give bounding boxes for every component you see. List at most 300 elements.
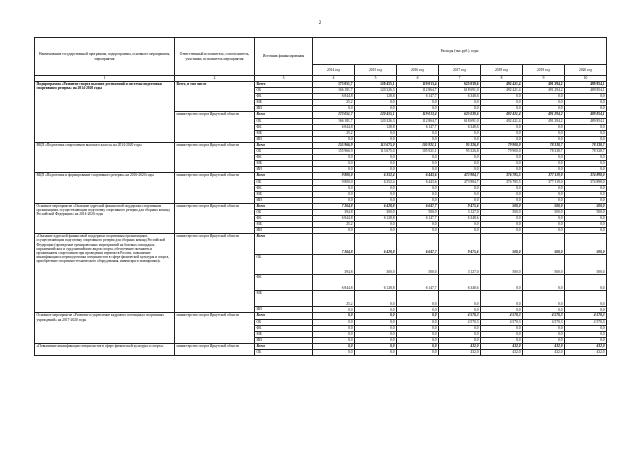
value-cell: 500,0 — [565, 234, 607, 255]
value-cell: 0,0 — [523, 185, 565, 191]
value-cell: 374 898,0 — [565, 173, 607, 179]
value-cell: 9 800,0 — [313, 173, 355, 179]
value-cell: 78 338,7 — [565, 149, 607, 155]
value-cell: 500,0 — [565, 209, 607, 215]
value-cell: 0,0 — [355, 350, 397, 356]
value-cell: 618 691,0 — [439, 118, 481, 124]
value-cell: 120 326,3 — [355, 118, 397, 124]
value-cell: 300,0 — [355, 209, 397, 215]
value-cell: 492 421,4 — [481, 118, 523, 124]
value-cell: 0,0 — [313, 350, 355, 356]
value-cell: 0,0 — [565, 124, 607, 130]
value-cell: 105 921,1 — [397, 142, 439, 148]
value-cell: 491 294,2 — [523, 88, 565, 94]
value-cell: 6 844,8 — [313, 216, 355, 222]
value-cell: 376 785,5 — [481, 173, 523, 179]
value-cell: 0,0 — [313, 228, 355, 234]
source-cell: ФБ — [255, 325, 313, 331]
executor-cell: министерство спорта Иркутской области — [175, 142, 255, 172]
value-cell: 6 147,7 — [397, 94, 439, 100]
value-cell: 0,0 — [481, 155, 523, 161]
value-cell: 0,0 — [565, 307, 607, 313]
value-cell: 500,0 — [481, 255, 523, 275]
value-cell: 377 119,0 — [523, 179, 565, 185]
value-cell: 25,2 — [313, 130, 355, 136]
value-cell: 0,0 — [355, 331, 397, 337]
value-cell: 25,2 — [313, 291, 355, 307]
source-cell: ОБ — [255, 209, 313, 215]
source-cell: ОБ — [255, 319, 313, 325]
value-cell: 4 570,3 — [523, 319, 565, 325]
value-cell: 0,0 — [439, 291, 481, 307]
value-cell: 0,0 — [565, 275, 607, 291]
value-cell: 120 455,1 — [355, 82, 397, 88]
value-cell: 173 051,7 — [313, 82, 355, 88]
header-year: 2019 год — [523, 65, 565, 76]
source-cell: ФБ — [255, 216, 313, 222]
value-cell: 4 570,3 — [439, 319, 481, 325]
value-cell: 0,0 — [355, 136, 397, 142]
value-cell: 0,0 — [313, 185, 355, 191]
value-cell: 0,0 — [481, 124, 523, 130]
source-cell: Всего — [255, 313, 313, 319]
value-cell: 0,0 — [439, 100, 481, 106]
header-year: 2015 год — [355, 65, 397, 76]
value-cell: 6 147,7 — [397, 124, 439, 130]
value-cell: 0,0 — [481, 331, 523, 337]
value-cell: 0,0 — [523, 136, 565, 142]
source-cell: Всего — [255, 203, 313, 209]
value-cell: 489 854,1 — [565, 118, 607, 124]
header-year: 2014 год — [313, 65, 355, 76]
budget-table-body — [35, 82, 607, 356]
value-cell: 9 475,6 — [439, 203, 481, 209]
value-cell: 4 570,3 — [481, 319, 523, 325]
value-cell: 0,0 — [313, 331, 355, 337]
value-cell: 0,0 — [397, 155, 439, 161]
value-cell: 0,0 — [355, 197, 397, 203]
value-cell: 500,0 — [565, 255, 607, 275]
value-cell: 0,0 — [565, 167, 607, 173]
value-cell: 0,0 — [397, 313, 439, 319]
value-cell: 78 338,7 — [523, 149, 565, 155]
value-cell: 0,0 — [481, 106, 523, 112]
value-cell: 0,0 — [313, 319, 355, 325]
value-cell: 120 455,1 — [355, 112, 397, 118]
value-cell: 0,0 — [481, 222, 523, 228]
value-cell: 0,0 — [355, 191, 397, 197]
source-cell: МБ — [255, 100, 313, 106]
value-cell: 0,0 — [439, 155, 481, 161]
value-cell: 9 800,0 — [313, 179, 355, 185]
value-cell: 500,0 — [565, 203, 607, 209]
value-cell: 0,0 — [439, 228, 481, 234]
value-cell: 0,0 — [313, 343, 355, 349]
value-cell: 432,0 — [565, 343, 607, 349]
value-cell: 0,0 — [397, 222, 439, 228]
value-cell: 0,0 — [397, 228, 439, 234]
source-cell: ФБ — [255, 275, 313, 291]
value-cell: 0,0 — [481, 167, 523, 173]
value-cell: 0,0 — [355, 100, 397, 106]
value-cell: 0,0 — [397, 197, 439, 203]
value-cell: 492 421,4 — [481, 112, 523, 118]
value-cell: 6 348,6 — [439, 275, 481, 291]
value-cell: 0,0 — [439, 130, 481, 136]
value-cell: 0,0 — [397, 130, 439, 136]
value-cell: 173 051,7 — [313, 112, 355, 118]
value-cell: 0,0 — [481, 325, 523, 331]
source-cell: Всего — [255, 82, 313, 88]
value-cell: 0,0 — [397, 100, 439, 106]
value-cell: 0,0 — [313, 307, 355, 313]
value-cell: 0,0 — [397, 291, 439, 307]
value-cell: 4 570,3 — [565, 319, 607, 325]
value-cell: 0,0 — [523, 130, 565, 136]
table-row — [35, 234, 607, 255]
value-cell: 0,0 — [523, 100, 565, 106]
value-cell: 0,0 — [481, 275, 523, 291]
value-cell: 0,0 — [565, 325, 607, 331]
executor-cell: министерство спорта Иркутской области — [175, 173, 255, 203]
value-cell: 0,0 — [565, 197, 607, 203]
value-cell: 0,0 — [439, 197, 481, 203]
value-cell: 432,0 — [565, 350, 607, 356]
value-cell: 0,0 — [481, 197, 523, 203]
value-cell: 0,0 — [313, 155, 355, 161]
executor-cell: министерство спорта Иркутской области — [175, 203, 255, 233]
source-cell: ФБ — [255, 155, 313, 161]
value-cell: 492 421,4 — [481, 88, 523, 94]
value-cell: 6 352,4 — [355, 173, 397, 179]
value-cell: 128,8 — [355, 124, 397, 130]
value-cell: 0,0 — [439, 136, 481, 142]
value-cell: 500,0 — [481, 209, 523, 215]
source-cell: Всего — [255, 142, 313, 148]
source-cell: ИИ — [255, 197, 313, 203]
value-cell: 0,0 — [481, 291, 523, 307]
value-cell: 0,0 — [523, 94, 565, 100]
value-cell: 0,0 — [565, 191, 607, 197]
source-cell: ИИ — [255, 228, 313, 234]
value-cell: 0,0 — [397, 337, 439, 343]
value-cell: 6 844,8 — [313, 275, 355, 291]
value-cell: 6 844,8 — [313, 124, 355, 130]
budget-table — [34, 37, 607, 356]
value-cell: 432,0 — [523, 343, 565, 349]
value-cell: 0,0 — [313, 106, 355, 112]
column-index: 3 — [255, 76, 313, 82]
value-cell: 79 900,0 — [481, 142, 523, 148]
source-cell: ИИ — [255, 307, 313, 313]
value-cell: 0,0 — [481, 136, 523, 142]
value-cell: 0,0 — [439, 191, 481, 197]
value-cell: 0,0 — [355, 228, 397, 234]
value-cell: 0,0 — [355, 155, 397, 161]
value-cell: 432,0 — [439, 343, 481, 349]
source-cell: Всего — [255, 343, 313, 349]
value-cell: 113 675,0 — [355, 142, 397, 148]
value-cell: 0,0 — [523, 222, 565, 228]
value-cell: 0,0 — [313, 337, 355, 343]
value-cell: 0,0 — [313, 161, 355, 167]
value-cell: 0,0 — [355, 185, 397, 191]
value-cell: 6 647,7 — [397, 234, 439, 255]
value-cell: 0,0 — [397, 136, 439, 142]
value-cell: 113 675,0 — [355, 149, 397, 155]
program-name-cell: ВЦП «Подготовка спортсменов высокого класса» на 2014-2020 годы — [35, 142, 175, 172]
value-cell: 6 428,8 — [355, 203, 397, 209]
value-cell: 489 854,1 — [565, 112, 607, 118]
source-cell: ИИ — [255, 106, 313, 112]
source-cell: ОБ — [255, 255, 313, 275]
value-cell: 0,0 — [313, 197, 355, 203]
value-cell: 0,0 — [439, 167, 481, 173]
value-cell: 6 844,8 — [313, 94, 355, 100]
column-index: 6 — [397, 76, 439, 82]
value-cell: 0,0 — [397, 185, 439, 191]
value-cell: 394,8 — [313, 255, 355, 275]
value-cell: 0,0 — [355, 291, 397, 307]
value-cell: 0,0 — [355, 130, 397, 136]
value-cell: 489 854,1 — [565, 82, 607, 88]
value-cell: 112 864,7 — [397, 88, 439, 94]
value-cell: 0,0 — [439, 185, 481, 191]
value-cell: 0,0 — [481, 307, 523, 313]
value-cell: 4 570,3 — [439, 313, 481, 319]
value-cell: 0,0 — [439, 331, 481, 337]
value-cell: 0,0 — [565, 161, 607, 167]
source-cell: ОБ — [255, 350, 313, 356]
source-cell: ОБ — [255, 88, 313, 94]
value-cell: 0,0 — [523, 331, 565, 337]
value-cell: 6 348,6 — [439, 216, 481, 222]
value-cell: 376 785,5 — [481, 179, 523, 185]
value-cell: 4 570,3 — [523, 313, 565, 319]
value-cell: 377 119,0 — [523, 173, 565, 179]
value-cell: 0,0 — [397, 106, 439, 112]
value-cell: 0,0 — [397, 307, 439, 313]
source-cell: МБ — [255, 291, 313, 307]
value-cell: 394,8 — [313, 209, 355, 215]
value-cell: 0,0 — [355, 161, 397, 167]
value-cell: 0,0 — [439, 325, 481, 331]
source-cell: МБ — [255, 222, 313, 228]
value-cell: 432,0 — [481, 343, 523, 349]
source-cell: ОБ — [255, 149, 313, 155]
value-cell: 6 147,7 — [397, 275, 439, 291]
header-source: Источник финансирования — [255, 38, 313, 76]
column-index: 5 — [355, 76, 397, 82]
value-cell: 0,0 — [565, 222, 607, 228]
value-cell: 0,0 — [565, 106, 607, 112]
value-cell: 625 039,6 — [439, 112, 481, 118]
executor-cell: министерство спорта Иркутской области — [175, 234, 255, 313]
value-cell: 491 294,2 — [523, 112, 565, 118]
source-cell: МБ — [255, 331, 313, 337]
value-cell: 0,0 — [523, 307, 565, 313]
value-cell: 128,8 — [355, 94, 397, 100]
program-name-cell: «Повышение квалификации специалистов в сфере физической культуры и спорта» — [35, 343, 175, 355]
header-year: 2020 год — [565, 65, 607, 76]
value-cell: 6 647,7 — [397, 203, 439, 209]
value-cell: 78 338,7 — [565, 142, 607, 148]
value-cell: 0,0 — [397, 350, 439, 356]
value-cell: 0,0 — [313, 325, 355, 331]
value-cell: 0,0 — [355, 343, 397, 349]
source-cell: Всего — [255, 234, 313, 255]
value-cell: 500,0 — [481, 234, 523, 255]
value-cell: 0,0 — [565, 331, 607, 337]
value-cell: 0,0 — [523, 161, 565, 167]
program-name-cell: ВЦП «Подготовка и формирование спортивного резерва» на 2016-2020 годы — [35, 173, 175, 203]
header-expenses: Расходы (тыс.руб.), годы — [313, 38, 607, 65]
value-cell: 155 966,9 — [313, 149, 355, 155]
value-cell: 0,0 — [523, 337, 565, 343]
value-cell: 491 294,2 — [523, 118, 565, 124]
value-cell: 7 264,8 — [313, 234, 355, 255]
value-cell: 0,0 — [565, 291, 607, 307]
value-cell: 0,0 — [439, 106, 481, 112]
value-cell: 0,0 — [481, 337, 523, 343]
value-cell: 166 181,7 — [313, 88, 355, 94]
value-cell: 0,0 — [355, 106, 397, 112]
value-cell: 0,0 — [355, 222, 397, 228]
value-cell: 0,0 — [397, 343, 439, 349]
page-number: 2 — [318, 21, 322, 26]
source-cell: ИИ — [255, 136, 313, 142]
value-cell: 0,0 — [313, 191, 355, 197]
value-cell: 500,0 — [481, 203, 523, 209]
value-cell: 0,0 — [481, 216, 523, 222]
value-cell: 0,0 — [355, 337, 397, 343]
value-cell: 4 570,3 — [565, 313, 607, 319]
value-cell: 0,0 — [439, 222, 481, 228]
value-cell: 0,0 — [523, 325, 565, 331]
value-cell: 432,0 — [523, 350, 565, 356]
value-cell: 25,2 — [313, 100, 355, 106]
value-cell: 618 691,0 — [439, 88, 481, 94]
value-cell: 0,0 — [565, 228, 607, 234]
header-executor: Ответственный исполнитель, соисполнитель, участники, исполнитель мероприятия — [175, 38, 255, 76]
value-cell: 6 348,6 — [439, 94, 481, 100]
value-cell: 105 921,1 — [397, 149, 439, 155]
value-cell: 166 181,7 — [313, 118, 355, 124]
column-index: 4 — [313, 76, 355, 82]
value-cell: 3 127,0 — [439, 255, 481, 275]
value-cell: 500,0 — [523, 255, 565, 275]
value-cell: 155 966,9 — [313, 142, 355, 148]
value-cell: 0,0 — [397, 191, 439, 197]
column-index: 7 — [439, 76, 481, 82]
value-cell: 0,0 — [523, 124, 565, 130]
column-index: 1 — [35, 76, 175, 82]
source-cell: ОБ — [255, 179, 313, 185]
column-index: 10 — [565, 76, 607, 82]
value-cell: 6 443,6 — [397, 179, 439, 185]
value-cell: 0,0 — [565, 216, 607, 222]
value-cell: 0,0 — [565, 337, 607, 343]
value-cell: 300,0 — [355, 255, 397, 275]
value-cell: 0,0 — [523, 216, 565, 222]
value-cell: 0,0 — [313, 136, 355, 142]
value-cell: 79 900,0 — [481, 149, 523, 155]
value-cell: 0,0 — [397, 161, 439, 167]
program-name-cell: Основное мероприятие «Развитие и укрепление кадрового потенциала спортивных учреждений» на 2017-2020 годы — [35, 313, 175, 343]
value-cell: 489 854,1 — [565, 88, 607, 94]
value-cell: 0,0 — [481, 185, 523, 191]
value-cell: 9 475,6 — [439, 234, 481, 255]
executor-cell: министерство спорта Иркутской области — [175, 313, 255, 343]
value-cell: 0,0 — [397, 319, 439, 325]
value-cell: 625 039,6 — [439, 82, 481, 88]
value-cell: 0,0 — [481, 100, 523, 106]
value-cell: 4 570,3 — [481, 313, 523, 319]
value-cell: 95 326,8 — [439, 142, 481, 148]
value-cell: 0,0 — [565, 185, 607, 191]
value-cell: 0,0 — [565, 136, 607, 142]
value-cell: 0,0 — [523, 167, 565, 173]
source-cell: МБ — [255, 130, 313, 136]
source-cell: ИИ — [255, 337, 313, 343]
value-cell: 6 428,8 — [355, 234, 397, 255]
value-cell: 500,0 — [397, 209, 439, 215]
value-cell: 0,0 — [523, 155, 565, 161]
header-year: 2017 год — [439, 65, 481, 76]
value-cell: 0,0 — [481, 161, 523, 167]
value-cell: 120 326,3 — [355, 88, 397, 94]
value-cell: 6 443,6 — [397, 173, 439, 179]
source-cell: МБ — [255, 161, 313, 167]
value-cell: 0,0 — [397, 167, 439, 173]
value-cell: 78 338,7 — [523, 142, 565, 148]
value-cell: 6 348,6 — [439, 124, 481, 130]
value-cell: 0,0 — [313, 313, 355, 319]
value-cell: 6 128,8 — [355, 275, 397, 291]
value-cell: 25,2 — [313, 222, 355, 228]
source-cell: МБ — [255, 191, 313, 197]
value-cell: 432,0 — [481, 350, 523, 356]
source-cell: Всего — [255, 112, 313, 118]
value-cell: 0,0 — [523, 275, 565, 291]
header-program: Наименование государственной программы, подпрограммы, основного мероприятия, мероприятия — [35, 38, 175, 76]
value-cell: 0,0 — [481, 94, 523, 100]
column-index: 2 — [175, 76, 255, 82]
value-cell: 0,0 — [355, 325, 397, 331]
value-cell: 6 128,8 — [355, 216, 397, 222]
value-cell: 0,0 — [355, 307, 397, 313]
value-cell: 119 013,4 — [397, 82, 439, 88]
value-cell: 0,0 — [565, 94, 607, 100]
value-cell: 432,0 — [439, 350, 481, 356]
header-year: 2016 год — [397, 65, 439, 76]
value-cell: 0,0 — [355, 319, 397, 325]
value-cell: 95 326,8 — [439, 149, 481, 155]
value-cell: 0,0 — [565, 155, 607, 161]
value-cell: 0,0 — [565, 130, 607, 136]
value-cell: 500,0 — [523, 203, 565, 209]
value-cell: 374 898,0 — [565, 179, 607, 185]
value-cell: 0,0 — [355, 167, 397, 173]
source-cell: ФБ — [255, 185, 313, 191]
value-cell: 500,0 — [523, 234, 565, 255]
program-name-cell: «Оказание адресной финансовой поддержки спортивным организациям, осуществляющим подготовку спортивного резерва для сборных команд Российской Федерации (проведение тренировочных мероприятий на базовых площадках, паралимпийских и сурдлимпийских видов спорта, обеспечение питанием и проживанием спортсменов при проведении первенств России, повышение квалификации и переподготовка специалистов в сфере физической культуры и спорта, приобретение спортивно-технического оборудования, инвентаря и экипировки)» — [35, 234, 175, 313]
value-cell: 0,0 — [439, 161, 481, 167]
program-name-cell: Основное мероприятие «Оказание адресной финансовой поддержки спортивным организациям, осуществляющим подготовку спортивного резерва для сборных команд Российской Федерации» на 2014-2020 годы — [35, 203, 175, 233]
value-cell: 0,0 — [313, 167, 355, 173]
value-cell: 0,0 — [523, 197, 565, 203]
value-cell: 491 294,2 — [523, 82, 565, 88]
